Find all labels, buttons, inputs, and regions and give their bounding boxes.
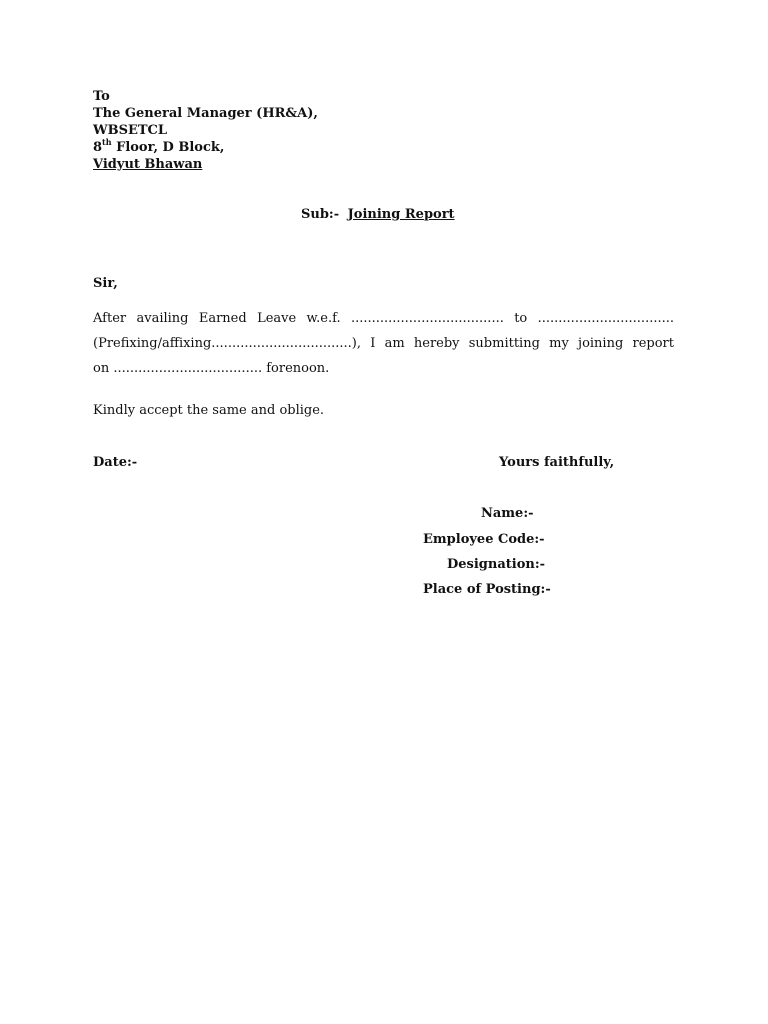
yours-faithfully: Yours faithfully, [499,455,615,470]
closing-request: Kindly accept the same and oblige. [93,403,325,418]
body-line-3: on .................................... forenoon. [93,361,330,376]
salutation: Sir, [93,276,118,291]
address-line-3 [93,136,318,156]
signature-employee-code-label: Employee Code:- [423,532,545,547]
subject-line [301,207,455,222]
address-line-2: WBSETCL [93,123,168,138]
address-to: To [93,89,110,104]
address-line-4: Vidyut Bhawan [93,157,203,172]
body-line-1: After availing Earned Leave w.e.f. ..................................... to ................................. [93,311,674,326]
signature-name-label: Name:- [481,506,534,521]
signature-place-label: Place of Posting:- [423,582,551,597]
subject-text: Joining Report [347,207,455,222]
date-label: Date:- [93,455,138,470]
signature-designation-label: Designation:- [447,557,546,572]
address-floor-rest: Floor, D Block, [111,140,225,155]
address-line-1: The General Manager (HR&A), [93,106,318,121]
body-line-2: (Prefixing/affixing..................................), I am hereby submitting my joining report [93,336,674,351]
address-floor-superscript: th [102,136,112,147]
address-floor-number: 8 [93,140,103,155]
subject-label: Sub:- [301,207,340,222]
recipient-address [93,88,318,173]
body-paragraph [93,310,674,378]
